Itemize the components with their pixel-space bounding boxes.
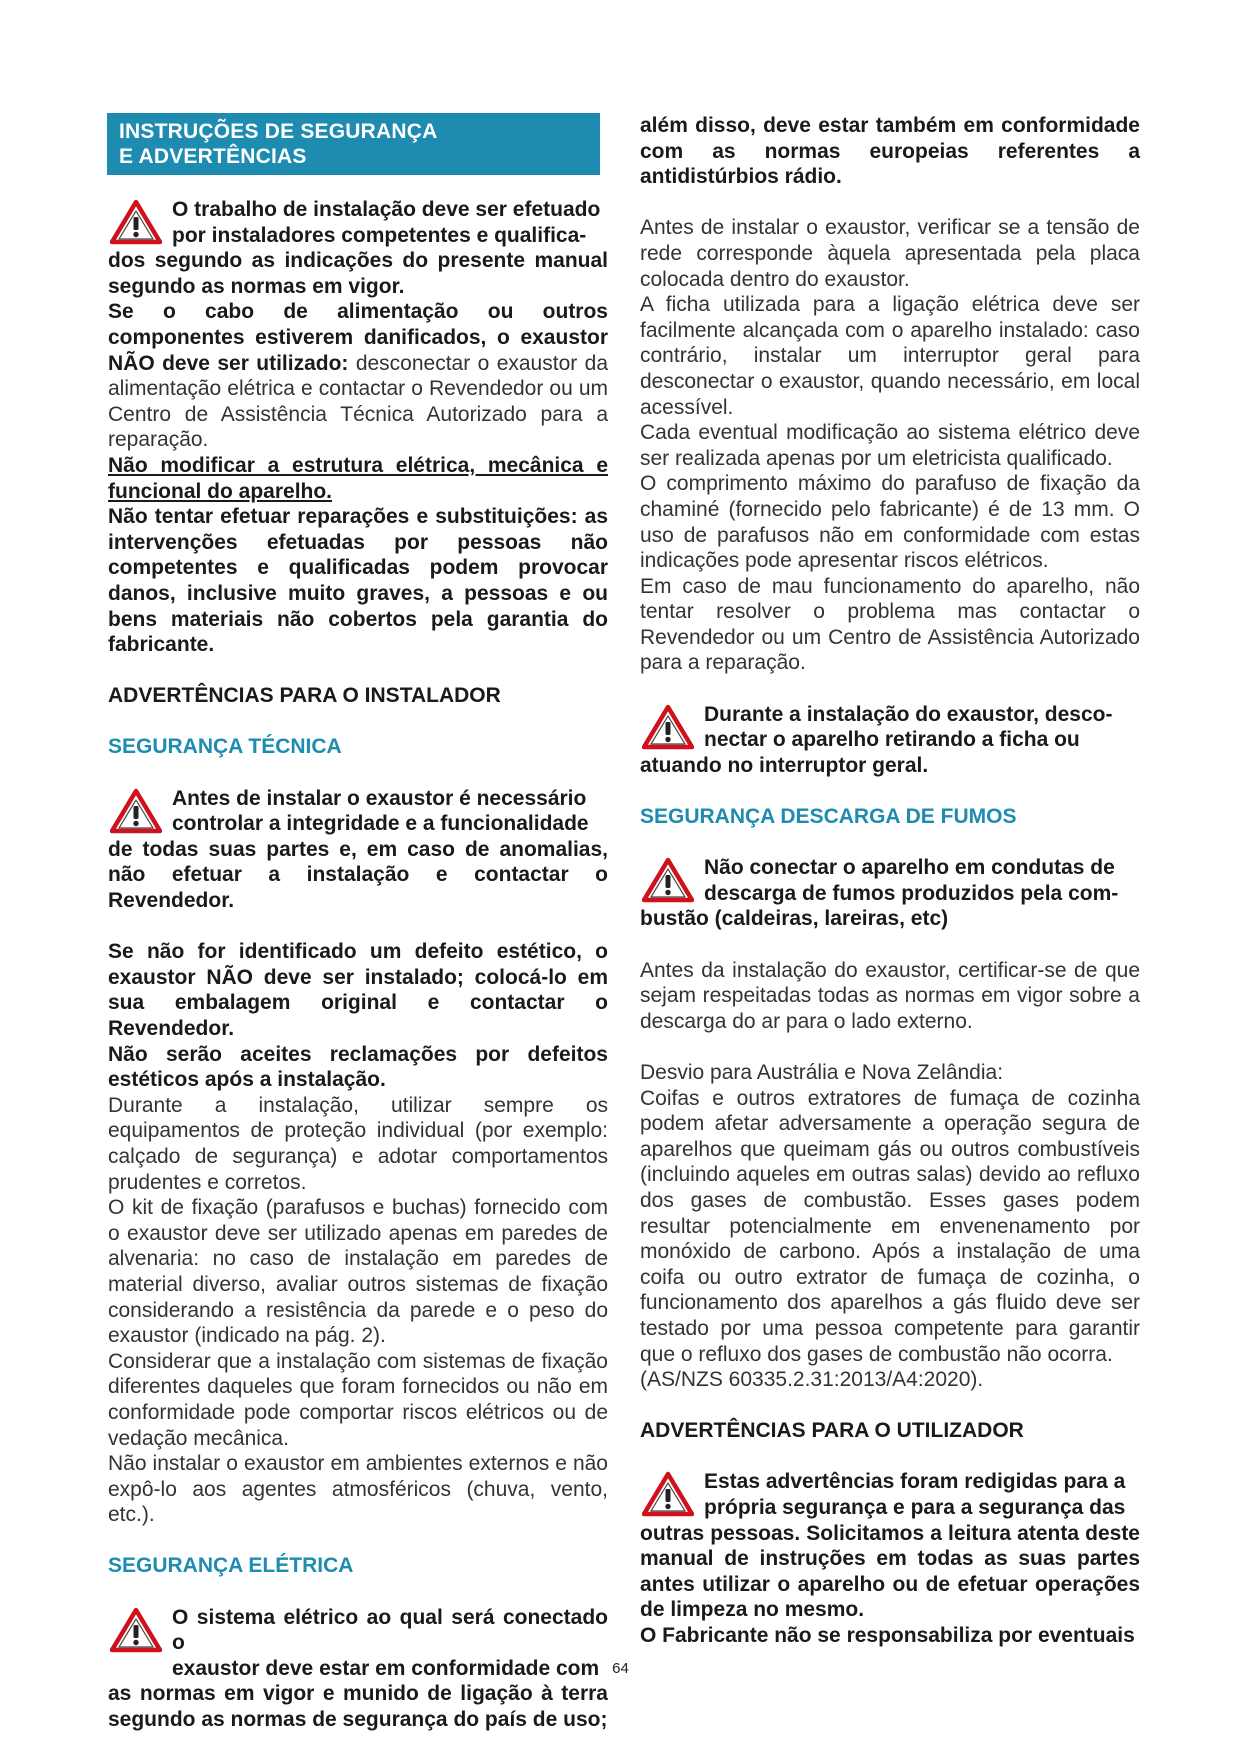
au-nz-heading: Desvio para Austrália e Nova Zelândia: — [640, 1060, 1004, 1084]
warning-line-2: própria segurança e para a segurança das — [704, 1496, 1126, 1520]
warning-check-integrity — [108, 786, 608, 914]
plug-paragraph: A ficha utilizada para a ligação elétrica deve ser facilmente alcançada com o aparelho instalado: caso contrário, instalar um interruptor geral para desconectar o exaustor, quando necessário, em local acessível. — [640, 293, 1140, 419]
warning-no-combustion-ducts — [640, 855, 1140, 932]
warning-triangle-icon — [642, 704, 694, 750]
heading-user-warnings: ADVERTÊNCIAS PARA O UTILIZADOR — [640, 1419, 1024, 1443]
warning-triangle-icon — [642, 1471, 694, 1517]
standard-reference: (AS/NZS 60335.2.31:2013/A4:2020). — [640, 1368, 984, 1392]
warning-rest: atuando no interruptor geral. — [640, 753, 929, 777]
manufacturer-liability-paragraph: O Fabricante não se responsabiliza por eventuais — [640, 1624, 1135, 1648]
warning-line-1: Não conectar o aparelho em condutas de — [704, 856, 1115, 880]
heading-technical-safety: SEGURANÇA TÉCNICA — [108, 735, 342, 759]
warning-rest: de todas suas partes e, em caso de anomalias, não efetuar a instalação e contactar o Revendedor. — [108, 837, 608, 913]
warning-triangle-icon — [110, 788, 162, 834]
outdoor-paragraph: Não instalar o exaustor em ambientes externos e não expô-lo aos agentes atmosféricos (chuva, vento, etc.). — [108, 1452, 608, 1527]
warning-rest: bustão (caldeiras, lareiras, etc) — [640, 907, 949, 931]
warning-line-2: descarga de fumos produzidos pela com- — [704, 881, 1119, 905]
warning-line-1: Antes de instalar o exaustor é necessário — [172, 786, 587, 810]
page-number: 64 — [612, 1660, 629, 1677]
fixing-systems-paragraph: Considerar que a instalação com sistemas de fixação diferentes daqueles que foram fornecidos ou não em conformidade pode comportar riscos elétricos ou de vedação mecânica. — [108, 1349, 608, 1450]
warning-line-2: por instaladores competentes e qualifica- — [172, 223, 587, 247]
damaged-cable-bold: Se o cabo de alimentação ou outros componentes estiverem danificados, o exaustor NÃO deve ser utilizado: — [108, 300, 608, 375]
aesthetic-defect-paragraph: Se não for identificado um defeito estético, o exaustor NÃO deve ser instalado; colocá-lo em sua embalagem original e contactar o Revendedor. — [108, 940, 608, 1040]
damaged-cable-paragraph — [108, 299, 608, 453]
heading-installer-warnings: ADVERTÊNCIAS PARA O INSTALADOR — [108, 684, 501, 708]
warning-rest: dos segundo as indicações do presente manual segundo as normas em vigor. — [108, 249, 608, 298]
warning-line-1: O sistema elétrico ao qual será conectado o — [172, 1605, 608, 1655]
warning-line-2: nectar o aparelho retirando a ficha ou — [704, 728, 1080, 752]
heading-electrical-safety: SEGURANÇA ELÉTRICA — [108, 1554, 354, 1578]
voltage-paragraph: Antes de instalar o exaustor, verificar se a tensão de rede corresponde àquela apresentada pela placa colocada dentro do exaustor. — [640, 216, 1140, 291]
warning-installation-competence — [108, 197, 608, 299]
banner-line-2: E ADVERTÊNCIAS — [119, 145, 307, 168]
right-column — [640, 113, 1140, 1649]
warning-rest: outras pessoas. Solicitamos a leitura atenta deste manual de instruções em todas as suas partes antes utilizar o aparelho ou de efetuar operações de limpeza no mesmo. — [640, 1521, 1140, 1622]
warning-triangle-icon — [642, 857, 694, 903]
warning-triangle-icon — [110, 199, 162, 245]
warning-read-manual — [640, 1469, 1140, 1623]
au-nz-paragraph: Coifas e outros extratores de fumaça de cozinha podem afetar adversamente a operação segura de aparelhos que queimam gás ou outros combustíveis (incluindo aqueles em outras salas) devido ao refluxo dos gases de combustão. Esses gases podem resultar potencialmente em envenenamento por monóxido de carbono. Após a instalação de uma coifa ou outro extrator de fumaça de cozinha, o funcionamento dos aparelhos a gás fluido deve ser testado por uma pessoa competente para garantir que o refluxo dos gases de combustão não ocorra. — [640, 1086, 1140, 1366]
damaged-cable-text: desconectar o exaustor da alimentação elétrica e contactar o Revendedor ou um Centro de Assistência Técnica Autorizado para a reparação. — [108, 351, 609, 452]
warning-disconnect — [640, 702, 1140, 779]
fixing-kit-paragraph: O kit de fixação (parafusos e buchas) fornecido com o exaustor deve ser utilizado apenas em paredes de alvenaria: no caso de instalação em paredes de material diverso, avaliar outros sistemas de fixação considerando a resistência da parede e o peso do exaustor (indicado na pág. 2). — [108, 1196, 608, 1348]
warning-line-1: Estas advertências foram redigidas para a — [704, 1470, 1126, 1494]
left-column — [108, 113, 608, 1733]
warning-triangle-icon — [110, 1607, 162, 1653]
no-claims-paragraph: Não serão aceites reclamações por defeitos estéticos após a instalação. — [108, 1042, 608, 1092]
warning-line-1: O trabalho de instalação deve ser efetuado — [172, 198, 601, 221]
banner-line-1: INSTRUÇÕES DE SEGURANÇA — [119, 120, 438, 143]
section-banner — [107, 113, 600, 175]
heading-fume-discharge: SEGURANÇA DESCARGA DE FUMOS — [640, 805, 1017, 829]
warning-rest: as normas em vigor e munido de ligação à terra segundo as normas de segurança do país de uso; — [108, 1682, 608, 1732]
warning-line-2: controlar a integridade e a funcionalidade — [172, 812, 589, 836]
emc-paragraph: além disso, deve estar também em conformidade com as normas europeias referentes a antidistúrbios rádio. — [640, 114, 1140, 189]
electrician-paragraph: Cada eventual modificação ao sistema elétrico deve ser realizada apenas por um eletricista qualificado. — [640, 421, 1140, 470]
malfunction-paragraph: Em caso de mau funcionamento do aparelho, não tentar resolver o problema mas contactar o Revendedor ou um Centro de Assistência Autorizado para a reparação. — [640, 574, 1140, 675]
warning-line-2: exaustor deve estar em conformidade com — [172, 1656, 600, 1680]
no-modify-paragraph: Não modificar a estrutura elétrica, mecânica e funcional do aparelho. — [108, 453, 608, 503]
no-repair-paragraph: Não tentar efetuar reparações e substituições: as intervenções efetuadas por pessoas não competentes e qualificadas podem provocar danos, inclusive muito graves, a pessoas e ou bens materiais não cobertos pela garantia do fabricante. — [108, 505, 608, 657]
ppe-paragraph: Durante a instalação, utilizar sempre os equipamentos de proteção individual (por exemplo: calçado de segurança) e adotar comportamentos prudentes e corretos. — [108, 1093, 608, 1194]
screw-length-paragraph: O comprimento máximo do parafuso de fixação da chaminé (fornecido pelo fabricante) é de 13 mm. O uso de parafusos não em conformidade com estas indicações pode apresentar riscos elétricos. — [640, 472, 1140, 573]
warning-line-1: Durante a instalação do exaustor, desco- — [704, 702, 1113, 726]
air-discharge-paragraph: Antes da instalação do exaustor, certificar-se de que sejam respeitadas todas as normas em vigor sobre a descarga do ar para o lado externo. — [640, 958, 1140, 1033]
